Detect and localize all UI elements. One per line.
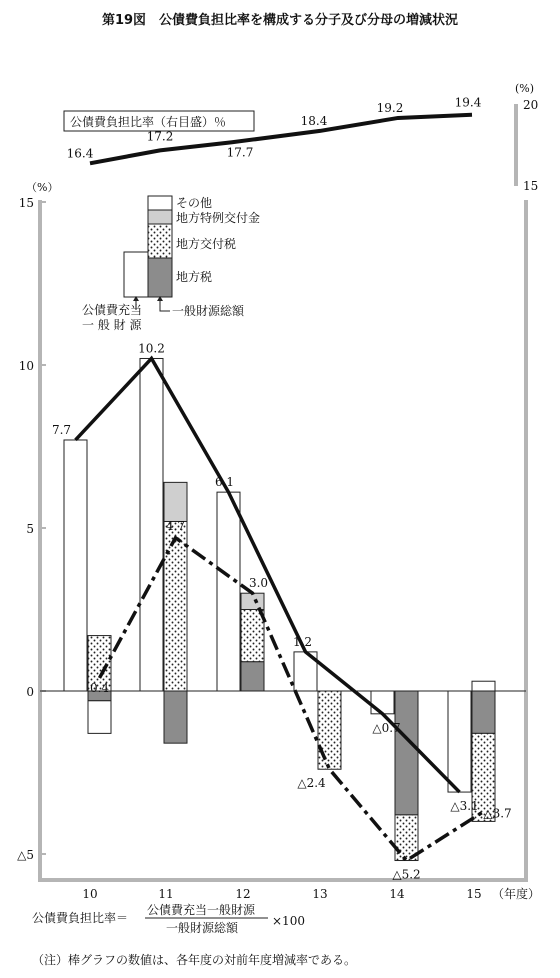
plot-frame	[26, 181, 540, 901]
ratio-value-label: 17.2	[146, 129, 174, 144]
legend-label-local-tax: 地方税	[176, 270, 213, 284]
numerator-bar	[371, 691, 394, 714]
denominator-value-label: 0.4	[89, 680, 110, 695]
ratio-legend-label: 公債費負担比率（右目盛）％	[70, 115, 227, 129]
x-tick-label: 12	[235, 887, 251, 901]
grant-tax-segment	[318, 691, 341, 769]
legend-swatch-local-tax	[148, 258, 172, 297]
ratio-value-label: 18.4	[300, 113, 328, 128]
footnote: （注）棒グラフの数値は、各年度の対前年度増減率である。	[32, 953, 357, 967]
legend-label-other: その他	[176, 196, 213, 210]
local-tax-segment	[472, 691, 495, 733]
y-tick-label: 5	[26, 522, 34, 536]
numerator-bar	[140, 358, 163, 691]
ratio-value-label: 19.4	[454, 95, 482, 110]
special-grant-segment	[164, 482, 187, 521]
grant-tax-segment	[241, 610, 264, 662]
y-tick-label: △5	[17, 848, 34, 862]
legend-swatch-grant-tax	[148, 224, 172, 258]
y-axis-unit: （%）	[26, 181, 59, 194]
denominator-value-label: 4.7	[165, 518, 186, 533]
ratio-tick-20: 20	[523, 98, 539, 112]
numerator-value-label: 1.2	[292, 634, 313, 649]
x-tick-label: 14	[389, 887, 405, 901]
numerator-value-label: 10.2	[138, 341, 165, 356]
y-tick-label: 0	[26, 685, 34, 699]
legend-swatch-special-grant	[148, 210, 172, 224]
local-tax-segment	[395, 691, 418, 815]
numerator-bar	[448, 691, 471, 792]
ratio-axis-unit: (%)	[515, 82, 535, 95]
denominator-value-label: △5.2	[392, 867, 421, 882]
ratio-value-label: 17.7	[226, 145, 254, 160]
other-segment	[88, 701, 111, 734]
x-tick-label: 15	[466, 887, 482, 901]
local-tax-segment	[164, 691, 187, 743]
x-tick-label: 13	[312, 887, 328, 901]
grant-tax-segment	[164, 518, 187, 691]
numerator-value-label: 7.7	[51, 422, 72, 437]
denominator-value-label: 3.0	[248, 576, 269, 591]
formula-lhs: 公債費負担比率＝	[32, 911, 129, 925]
special-grant-segment	[241, 593, 264, 609]
local-tax-segment	[241, 662, 264, 691]
numerator-bar	[64, 440, 87, 691]
numerator-bar	[217, 492, 240, 691]
x-axis-unit: （年度）	[492, 887, 541, 901]
legend-swatch-other	[148, 196, 172, 210]
formula-times: ×100	[272, 914, 305, 928]
other-segment	[472, 681, 495, 691]
chart-title: 第19図 公債費負担比率を構成する分子及び分母の増減状況	[101, 13, 459, 28]
denominator-value-label: △2.4	[297, 776, 326, 791]
legend-numerator-bar	[124, 252, 148, 297]
legend-label-special-grant: 地方特例交付金	[176, 211, 261, 225]
legend-label-grant-tax: 地方交付税	[176, 237, 237, 251]
legend-numerator-label-1: 公債費充当	[82, 303, 143, 317]
formula-numerator: 公債費充当一般財源	[147, 903, 256, 917]
legend-denominator-label: 一般財源総額	[172, 304, 245, 318]
ratio-panel	[64, 82, 538, 193]
ratio-tick-15: 15	[523, 179, 539, 193]
x-tick-label: 11	[158, 887, 174, 901]
y-tick-label: 15	[18, 196, 34, 210]
numerator-value-label: 6.1	[214, 475, 235, 490]
denominator-value-label: △3.7	[483, 806, 512, 821]
formula	[32, 902, 305, 935]
component-legend	[82, 195, 260, 332]
numerator-value-label: △0.7	[372, 720, 401, 735]
numerator-value-label: △3.1	[450, 799, 479, 814]
formula-denominator: 一般財源総額	[166, 921, 239, 935]
ratio-value-label: 19.2	[376, 100, 404, 115]
y-tick-label: 10	[18, 359, 34, 373]
ratio-value-label: 16.4	[66, 146, 94, 161]
x-tick-label: 10	[82, 887, 98, 901]
legend-numerator-label-2: 一 般 財 源	[82, 318, 142, 332]
